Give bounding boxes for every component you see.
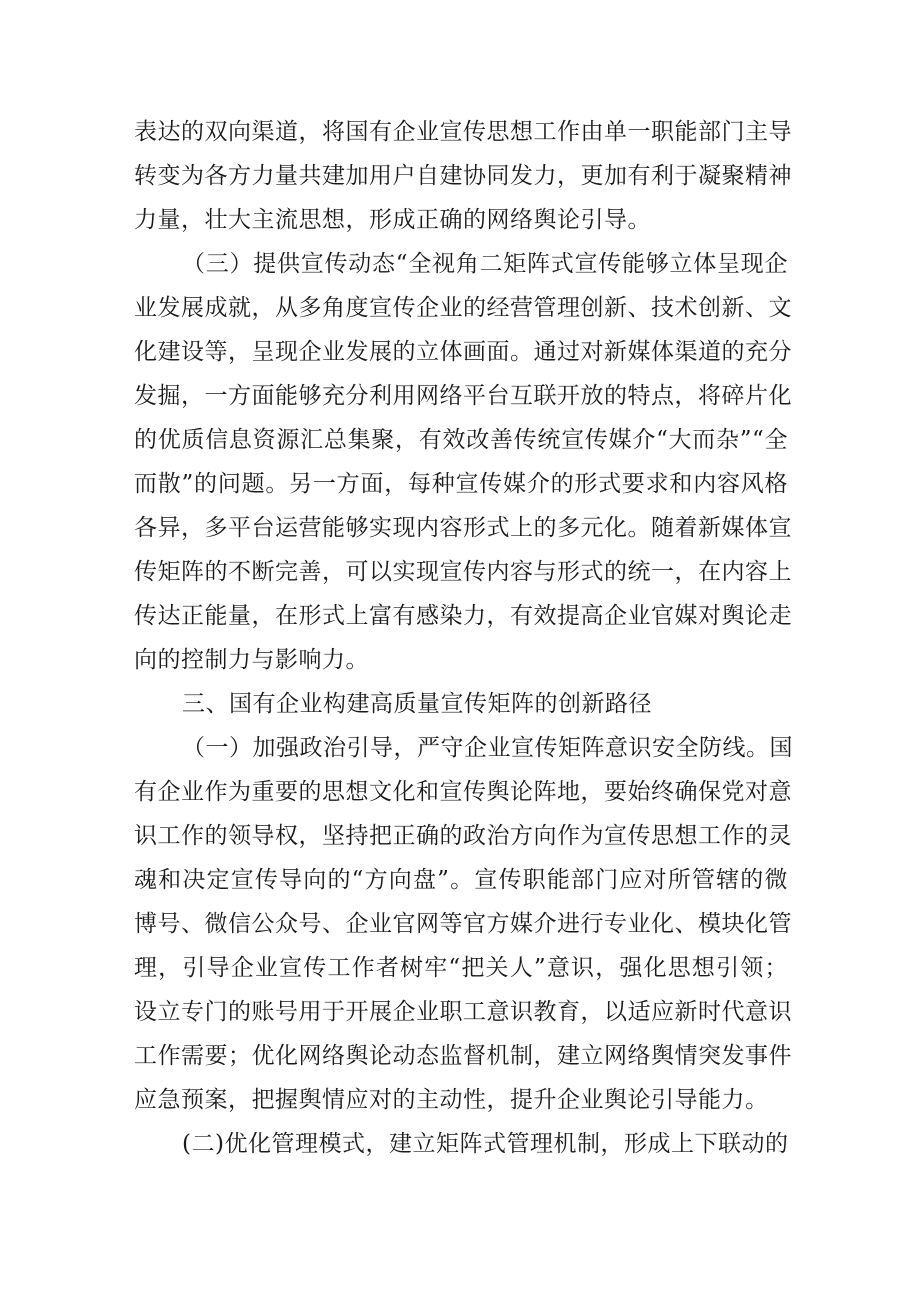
text-line: 表达的双向渠道，将国有企业宣传思想工作由单一职能部门主导 — [134, 119, 792, 145]
text-line: 化建设等，呈现企业发展的立体画面。通过对新媒体渠道的充分 — [134, 339, 792, 365]
paragraph-start-line: （一）加强政治引导，严守企业宣传矩阵意识安全防线。国 — [182, 735, 793, 761]
text-line: 力量，壮大主流思想，形成正确的网络舆论引导。 — [134, 207, 651, 233]
text-line: 理，引导企业宣传工作者树牢“把关人”意识，强化思想引领； — [134, 955, 788, 981]
text-line: 魂和决定宣传导向的“方向盘”。宣传职能部门应对所管辖的微 — [134, 867, 788, 893]
text-line: 转变为各方力量共建加用户自建协同发力，更加有利于凝聚精神 — [134, 163, 792, 189]
text-line: 应急预案，把握舆情应对的主动性，提升企业舆论引导能力。 — [134, 1087, 769, 1113]
paragraph-start-line: (二)优化管理模式，建立矩阵式管理机制，形成上下联动的 — [182, 1131, 789, 1157]
text-line: 设立专门的账号用于开展企业职工意识教育，以适应新时代意识 — [134, 999, 792, 1025]
text-line: 向的控制力与影响力。 — [134, 647, 369, 673]
text-line: 的优质信息资源汇总集聚，有效改善传统宣传媒介“大而杂”“全 — [134, 427, 788, 453]
text-line: 识工作的领导权，坚持把正确的政治方向作为宣传思想工作的灵 — [134, 823, 792, 849]
paragraph-start-line: （三）提供宣传动态“全视角二矩阵式宣传能够立体呈现企 — [182, 251, 788, 277]
section-heading: 三、国有企业构建高质量宣传矩阵的创新路径 — [182, 691, 652, 717]
text-line: 业发展成就，从多角度宣传企业的经营管理创新、技术创新、文 — [134, 295, 792, 321]
text-line: 各异，多平台运营能够实现内容形式上的多元化。随着新媒体宣 — [134, 515, 792, 541]
text-line: 传达正能量，在形式上富有感染力，有效提高企业官媒对舆论走 — [134, 603, 792, 629]
text-line: 传矩阵的不断完善，可以实现宣传内容与形式的统一，在内容上 — [134, 559, 792, 585]
text-line: 有企业作为重要的思想文化和宣传舆论阵地，要始终确保党对意 — [134, 779, 792, 805]
text-line: 工作需要；优化网络舆论动态监督机制，建立网络舆情突发事件 — [134, 1043, 792, 1069]
text-line: 发掘，一方面能够充分利用网络平台互联开放的特点，将碎片化 — [134, 383, 792, 409]
text-line: 而散”的问题。另一方面，每种宣传媒介的形式要求和内容风格 — [134, 471, 788, 497]
text-line: 博号、微信公众号、企业官网等官方媒介进行专业化、模块化管 — [134, 911, 792, 937]
